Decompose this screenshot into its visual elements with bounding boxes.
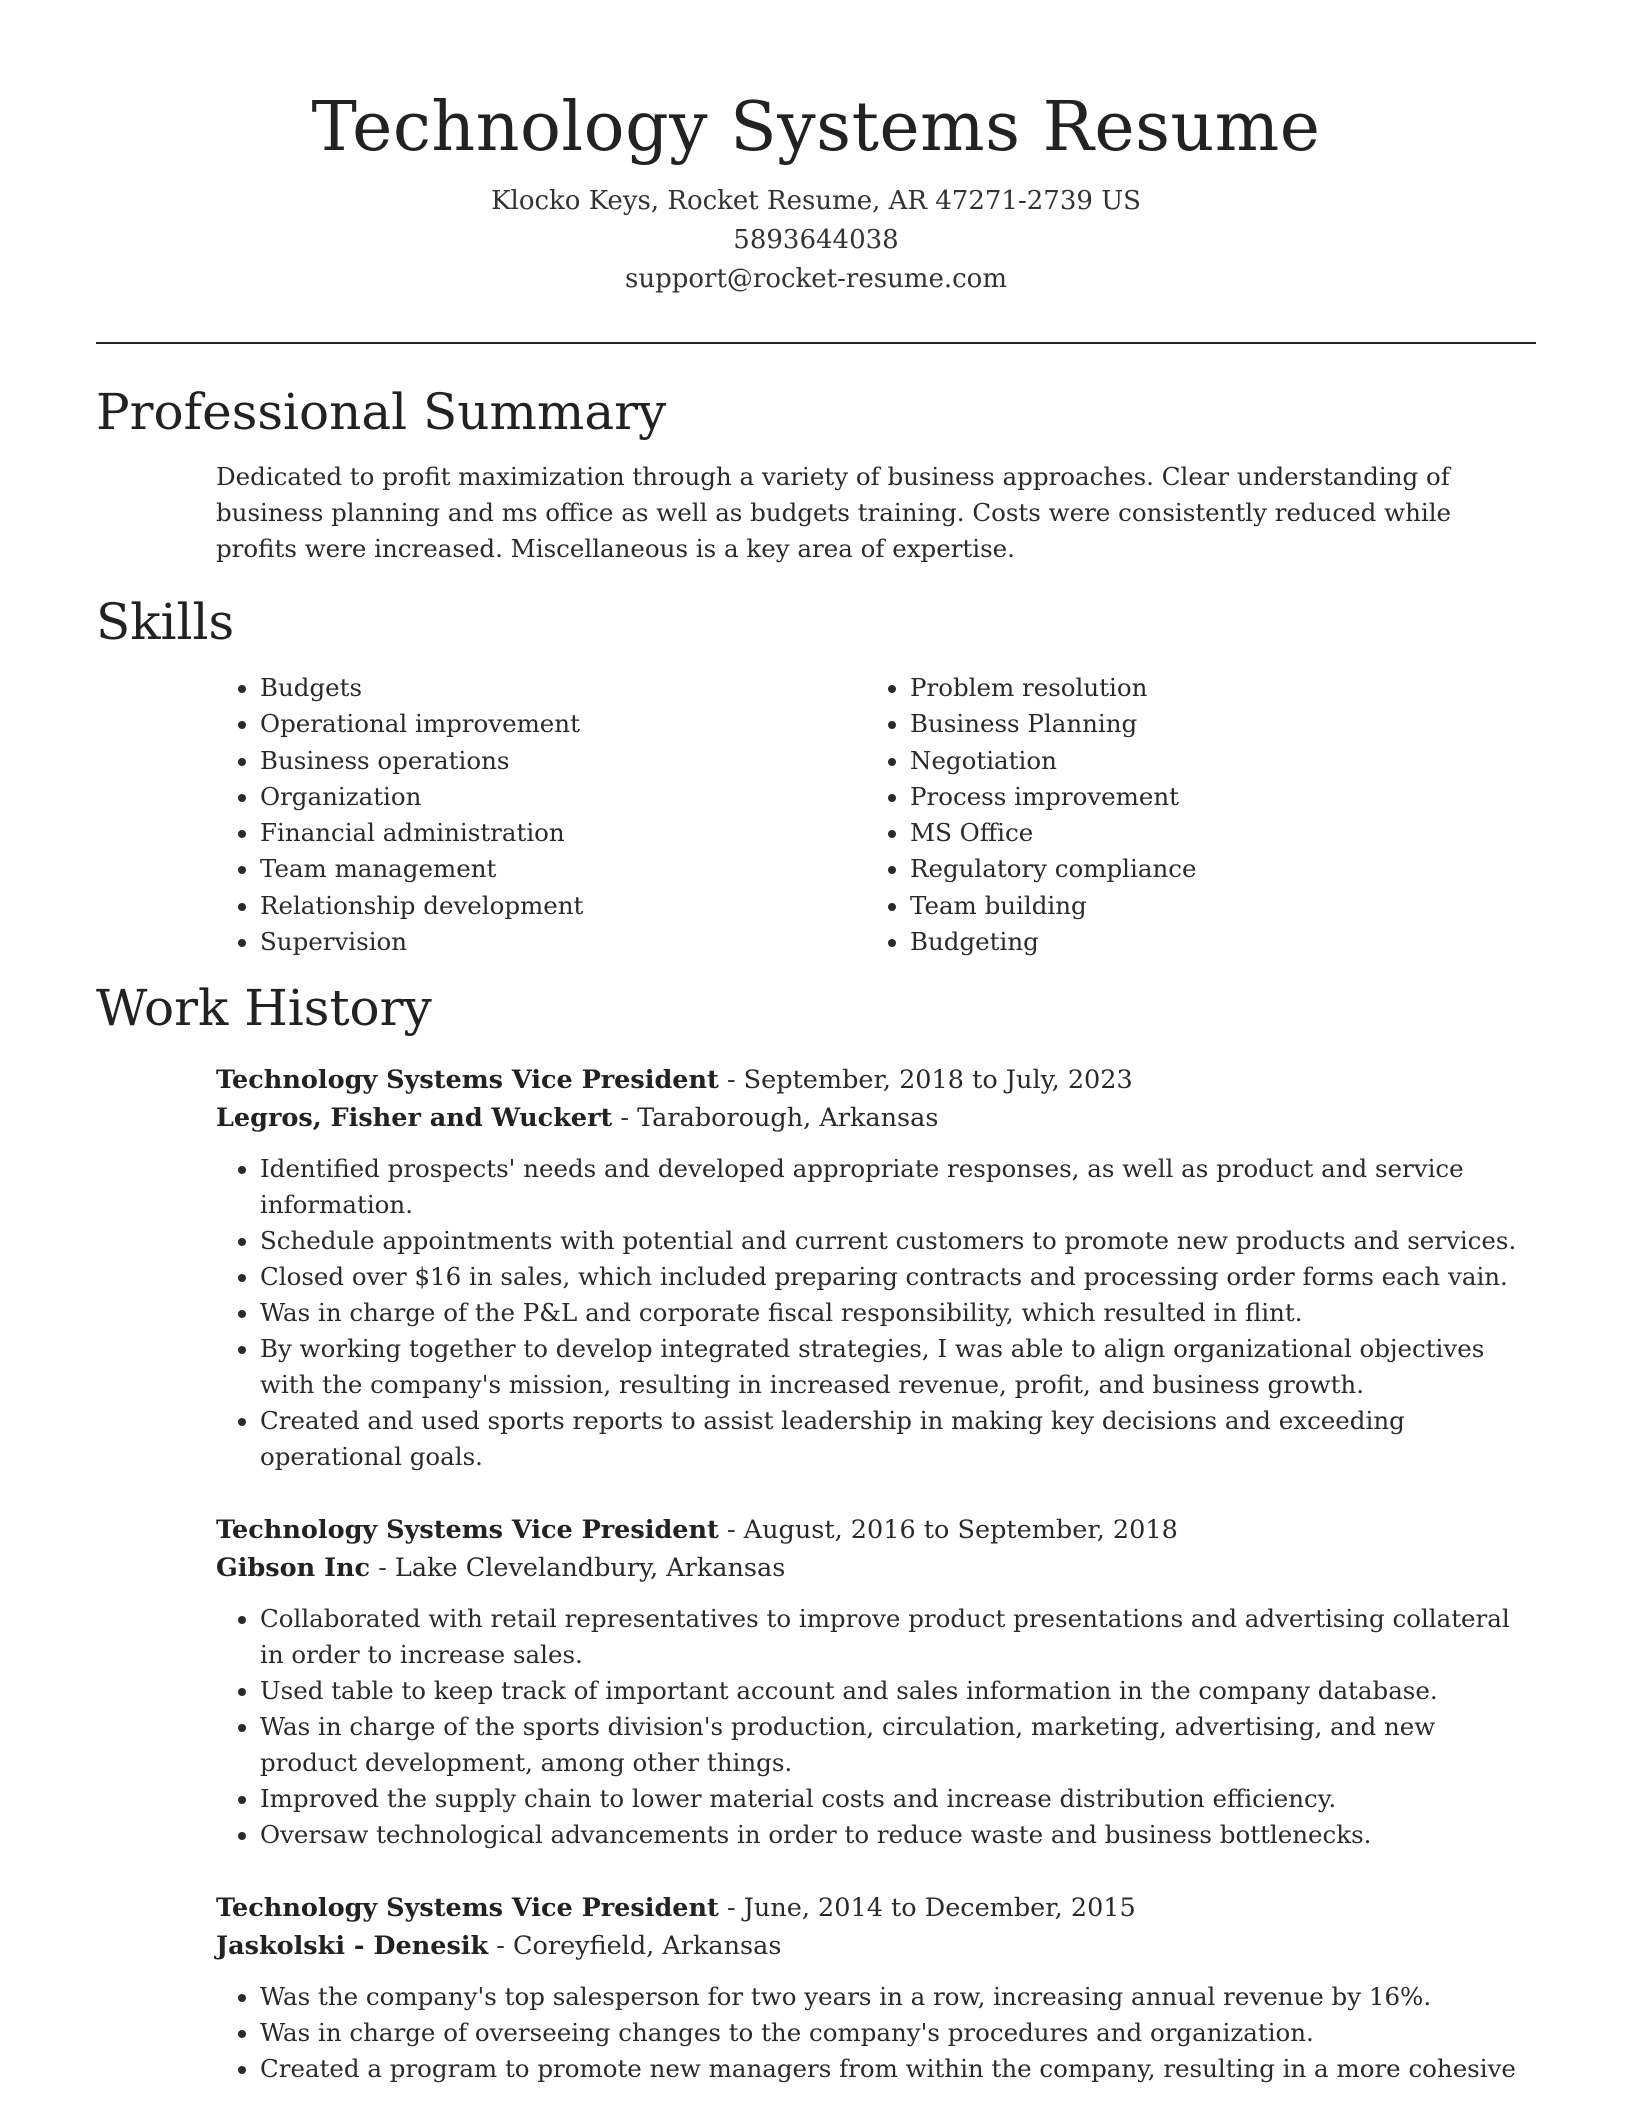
- skill-item: • MS Office: [910, 815, 1516, 851]
- skill-item: • Budgets: [260, 670, 866, 706]
- job-bullet: • Oversaw technological advancements in order to reduce waste and business bottlenecks.: [260, 1817, 1536, 1853]
- skill-item: • Problem resolution: [910, 670, 1516, 706]
- job-bullet: • Was in charge of the sports division's production, circulation, marketing, advertising, and new product development, among other things.: [260, 1709, 1536, 1781]
- job-bullet: • Collaborated with retail representatives to improve product presentations and advertising collateral in order to increase sales.: [260, 1601, 1536, 1673]
- skills-heading: Skills: [96, 593, 235, 651]
- job-bullet: • Identified prospects' needs and developed appropriate responses, as well as product and service information.: [260, 1151, 1536, 1223]
- job-bullet: • Schedule appointments with potential and current customers to promote new products and services.: [260, 1223, 1536, 1259]
- job-bullet: • Was in charge of the P&L and corporate fiscal responsibility, which resulted in flint.: [260, 1295, 1536, 1331]
- skill-item: • Process improvement: [910, 779, 1516, 815]
- job-bullets: [216, 1601, 1536, 1853]
- contact-info: [0, 182, 1632, 299]
- job-location: Taraborough, Arkansas: [637, 1103, 939, 1133]
- job-company: Gibson Inc: [216, 1553, 371, 1583]
- job-title-line: [216, 1061, 1536, 1099]
- separator: -: [496, 1931, 505, 1961]
- separator: -: [726, 1515, 736, 1545]
- header-divider: [96, 342, 1536, 344]
- separator: -: [378, 1553, 387, 1583]
- job-title-line: [216, 1889, 1536, 1927]
- skill-item: • Financial administration: [260, 815, 866, 851]
- job-location: Lake Clevelandbury, Arkansas: [394, 1553, 786, 1583]
- job-bullets: [216, 1979, 1536, 2087]
- skills-list: [216, 670, 1516, 960]
- skill-item: • Team management: [260, 851, 866, 887]
- job-bullet: • Created a program to promote new managers from within the company, resulting in a more cohesive: [260, 2051, 1536, 2087]
- skill-item: • Business Planning: [910, 706, 1516, 742]
- skill-item: • Team building: [910, 888, 1516, 924]
- job-position: Technology Systems Vice President: [216, 1065, 719, 1095]
- address: Klocko Keys, Rocket Resume, AR 47271-2739 US: [491, 186, 1141, 216]
- job-bullets: [216, 1151, 1536, 1475]
- skill-item: • Budgeting: [910, 924, 1516, 960]
- job-bullet: • Improved the supply chain to lower material costs and increase distribution efficiency.: [260, 1781, 1536, 1817]
- phone: 5893644038: [733, 225, 899, 255]
- job-bullet: • Used table to keep track of important account and sales information in the company database.: [260, 1673, 1536, 1709]
- job-dates: August, 2016 to September, 2018: [743, 1515, 1178, 1545]
- job-dates: June, 2014 to December, 2015: [743, 1893, 1136, 1923]
- job-position: Technology Systems Vice President: [216, 1893, 719, 1923]
- job-bullet: • Was in charge of overseeing changes to the company's procedures and organization.: [260, 2015, 1536, 2051]
- skill-item: • Supervision: [260, 924, 866, 960]
- job-entry: [216, 1889, 1536, 2087]
- separator: -: [726, 1065, 736, 1095]
- skills-column-left: [216, 670, 866, 960]
- skill-item: • Regulatory compliance: [910, 851, 1516, 887]
- job-bullet: • Was the company's top salesperson for two years in a row, increasing annual revenue by 16%.: [260, 1979, 1536, 2015]
- resume-title: Technology Systems Resume: [311, 88, 1321, 167]
- email: support@rocket-resume.com: [624, 264, 1007, 294]
- job-company-line: [216, 1549, 1536, 1587]
- skill-item: • Operational improvement: [260, 706, 866, 742]
- separator: -: [726, 1893, 736, 1923]
- job-entry: [216, 1061, 1536, 1475]
- skill-item: • Negotiation: [910, 743, 1516, 779]
- skills-column-right: [866, 670, 1516, 960]
- skill-item: • Relationship development: [260, 888, 866, 924]
- job-company-line: [216, 1927, 1536, 1965]
- summary-heading: Professional Summary: [96, 383, 667, 441]
- job-entry: [216, 1511, 1536, 1853]
- job-company: Jaskolski - Denesik: [216, 1931, 489, 1961]
- job-bullet: • By working together to develop integrated strategies, I was able to align organizational objectives with the company's mission, resulting in increased revenue, profit, and business growth.: [260, 1331, 1536, 1403]
- skill-item: • Organization: [260, 779, 866, 815]
- work-history-heading: Work History: [96, 979, 432, 1037]
- summary-text: Dedicated to profit maximization through a variety of business approaches. Clear understanding of business planning and ms office as well as budgets training. Costs were consistently reduced while profits were increased. Miscellaneous is a key area of expertise.: [216, 462, 1452, 563]
- job-company: Legros, Fisher and Wuckert: [216, 1103, 613, 1133]
- job-bullet: • Closed over $16 in sales, which included preparing contracts and processing order forms each vain.: [260, 1259, 1536, 1295]
- job-bullet: • Created and used sports reports to assist leadership in making key decisions and exceeding operational goals.: [260, 1403, 1536, 1475]
- job-location: Coreyfield, Arkansas: [513, 1931, 782, 1961]
- resume-header: [0, 0, 1632, 299]
- job-title-line: [216, 1511, 1536, 1549]
- job-company-line: [216, 1099, 1536, 1137]
- job-position: Technology Systems Vice President: [216, 1515, 719, 1545]
- job-dates: September, 2018 to July, 2023: [743, 1065, 1133, 1095]
- skill-item: • Business operations: [260, 743, 866, 779]
- separator: -: [620, 1103, 630, 1133]
